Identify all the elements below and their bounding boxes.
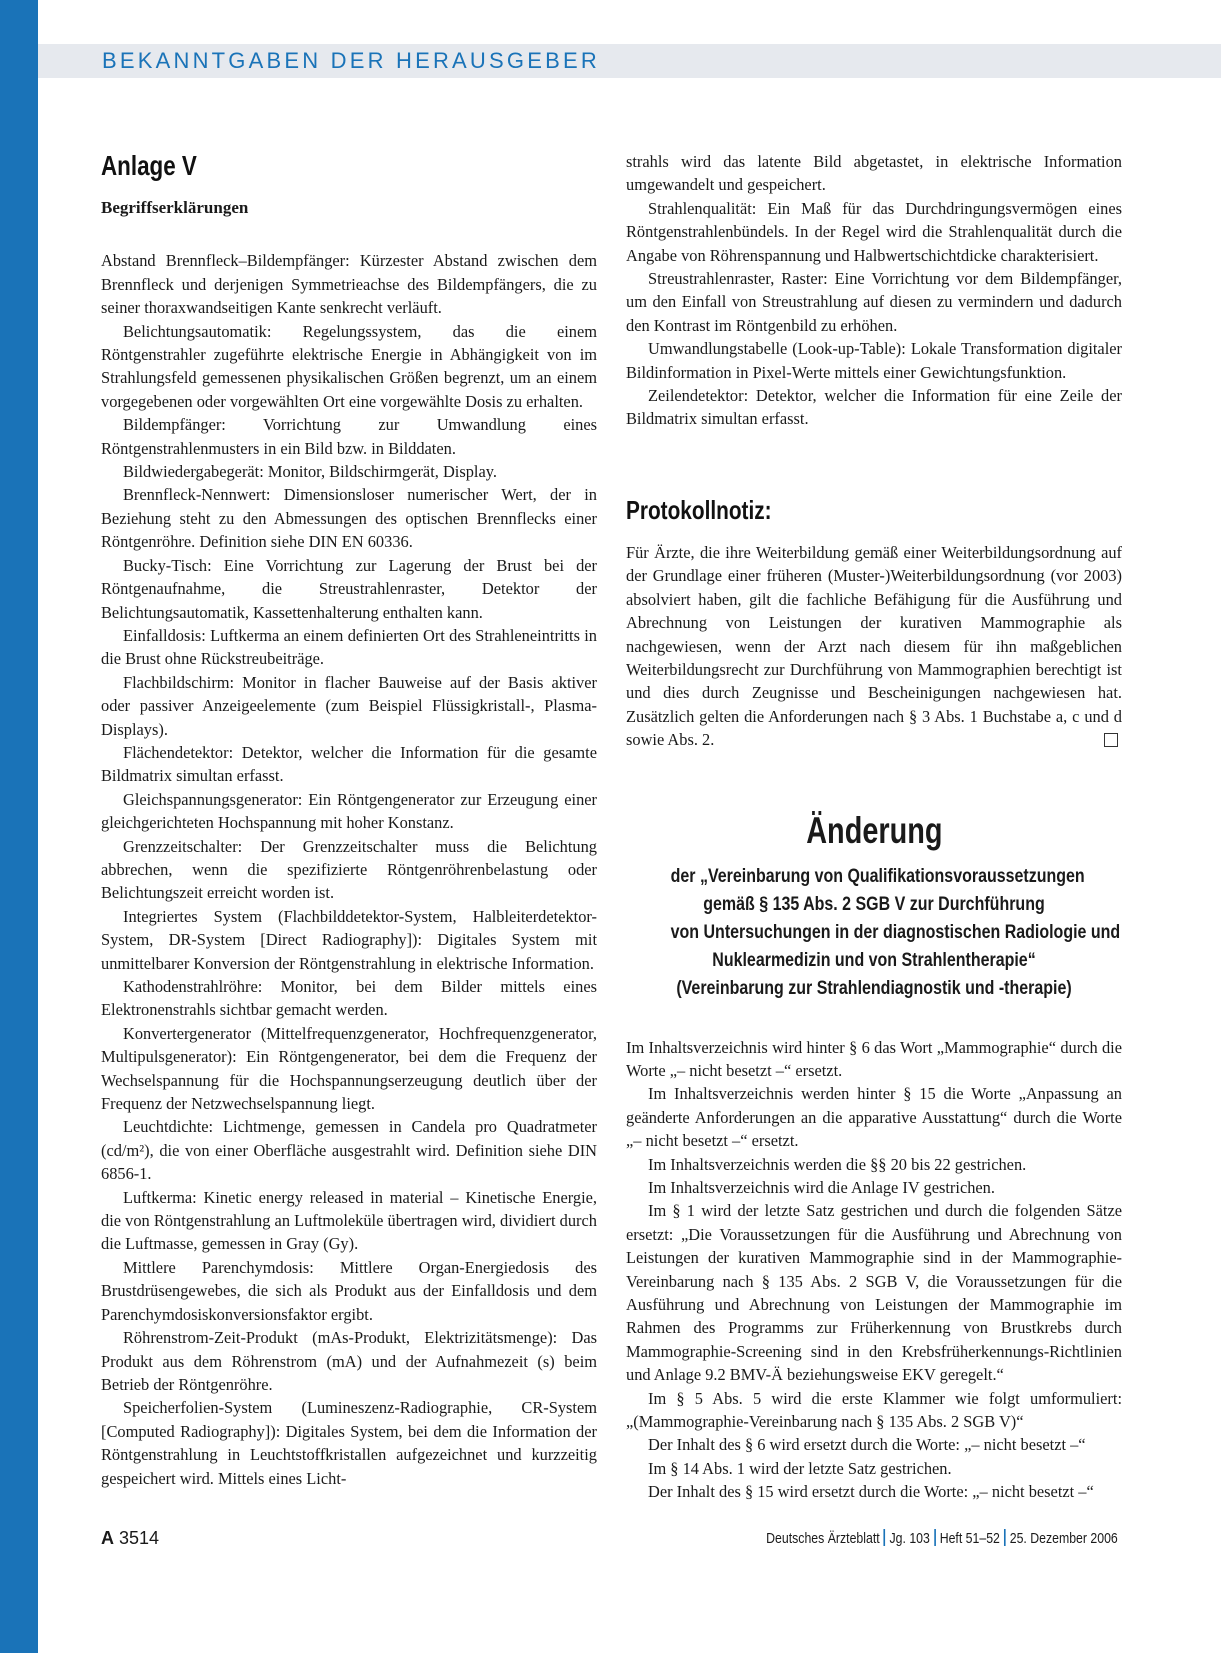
aenderung-subtitle-line: von Untersuchungen in der diagnostischen Radiologie und [670,920,1121,943]
aenderung-subtitle-line: (Vereinbarung zur Strahlendiagnostik und -therapie) [676,976,1072,999]
footer-separator [934,1529,936,1546]
footer-separator [884,1529,886,1546]
definition-paragraph: Einfalldosis: Luftkerma an einem definierten Ort des Strahleneintritts in die Brust ohne Rückstreubeiträge. [101,625,597,669]
protokollnotiz-title: Protokollnotiz: [626,494,772,525]
definition-paragraph: Belichtungsautomatik: Regelungssystem, das die einem Röntgenstrahler zugeführte elektrische Energie in Abhängigkeit von im Strahlungsfeld gemessenen physikalischen Größen begrenzt, um an einem vorgegebenen oder vorgewählten Ort eine vorgewählte Dosis zu erhalten. [101,321,597,411]
definition-paragraph: Flachbildschirm: Monitor in flacher Bauweise auf der Basis aktiver oder passiver Anzeigeelemente (zum Beispiel Flüssigkristall-, Plasma-Displays). [101,672,597,739]
journal-volume: Jg. 103 [889,1530,931,1547]
aenderung-body [626,1036,1122,1504]
definition-paragraph: Strahlenqualität: Ein Maß für das Durchdringungsvermögen eines Röntgenstrahlenbündels. In der Regel wird die Strahlenqualität durch die Angabe von Röhrenspannung und Halbwertschichtdicke charakterisiert. [626,198,1122,265]
definition-paragraph: Flächendetektor: Detektor, welcher die Information für die gesamte Bildmatrix simultan erfasst. [101,742,597,786]
aenderung-title: Änderung [805,809,943,851]
definition-paragraph: Röhrenstrom-Zeit-Produkt (mAs-Produkt, Elektrizitätsmenge): Das Produkt aus dem Röhrenstrom (mA) und der Aufnahmezeit (s) beim Betrieb der Röntgenröhre. [101,1328,597,1394]
protokollnotiz-text [626,541,1122,752]
definition-paragraph: Konvertergenerator (Mittelfrequenzgenerator, Hochfrequenzgenerator, Multipulsgenerator): Ein Röntgengenerator, bei dem die Frequenz der Wechselspannung für die Hochspannungserzeugung deutlich über der Frequenz der Netzwechselspannung liegt. [101,1023,597,1114]
aenderung-paragraph: Im § 1 wird der letzte Satz gestrichen und durch die folgenden Sätze ersetzt: „Die Voraussetzungen für die Ausführung und Abrechnung von Leistungen der kurativen Mammographie sind in der Mammographie-Vereinbarung nach § 135 Abs. 2 SGB V, die Voraussetzungen für die Ausführung und Abrechnung von Leistungen der Mammographie im Rahmen des Programms zur Früherkennung von Brustkrebs durch Mammographie-Screening sind in den Krebsfrüherkennungs-Richtlinien und Anlage 9.2 BMV-Ä beziehungsweise EKV geregelt.“ [626,1201,1122,1385]
aenderung-paragraph: Der Inhalt des § 6 wird ersetzt durch die Worte: „– nicht besetzt –“ [648,1435,1086,1455]
aenderung-paragraph: Im Inhaltsverzeichnis wird die Anlage IV gestrichen. [648,1177,995,1197]
definition-paragraph: Bildempfänger: Vorrichtung zur Umwandlung eines Röntgenstrahlenmusters in ein Bild bzw. in Bilddaten. [101,415,597,458]
definition-paragraph: Zeilendetektor: Detektor, welcher die Information für eine Zeile der Bildmatrix simultan erfasst. [626,386,1122,429]
end-of-article-box-icon [1104,733,1118,747]
page-number [101,1528,159,1549]
aenderung-paragraph: Im § 14 Abs. 1 wird der letzte Satz gestrichen. [648,1458,952,1478]
definition-paragraph: Leuchtdichte: Lichtmenge, gemessen in Candela pro Quadratmeter (cd/m²), die von einer Oberfläche ausgestrahlt wird. Definition siehe DIN 6856-1. [101,1117,597,1184]
aenderung-subtitle [670,862,1121,1002]
definition-paragraph: Speicherfolien-System (Lumineszenz-Radiographie, CR-System [Computed Radiography]): Digitales System, bei dem die Information der Röntgenstrahlung in Leuchtstoffkristallen aufgezeichnet und kurzzeitig gespeichert wird. Mittels eines Licht- [101,1398,597,1488]
page-letter: A [101,1528,114,1548]
definition-paragraph: Luftkerma: Kinetic energy released in material – Kinetische Energie, die von Röntgenstrahlung an Luftmoleküle übertragen wird, dividiert durch die Luftmasse, gemessen in Gray (Gy). [101,1187,597,1254]
definition-paragraph: strahls wird das latente Bild abgetastet, in elektrische Information umgewandelt und gespeichert. [626,152,1122,195]
aenderung-heading-block [626,810,1122,1002]
aenderung-paragraph: Im Inhaltsverzeichnis werden die §§ 20 bis 22 gestrichen. [648,1154,1027,1174]
footer-separator [1004,1529,1006,1546]
protokollnotiz-body: Für Ärzte, die ihre Weiterbildung gemäß einer Weiterbildungsordnung auf der Grundlage einer früheren (Muster-)Weiterbildungsordnung (vor 2003) absolviert haben, gilt die fachliche Befähigung für die Ausführung und Abrechnung von Leistungen der kurativen Mammographie als nachgewiesen, wenn der Arzt nach diesem für ihn maßgeblichen Weiterbildungsrecht zur Durchführung von Mammographien berechtigt ist und dies durch Zeugnisse und Bescheinigungen nachgewiesen hat. Zusätzlich gelten die Anforderungen nach § 3 Abs. 1 Buchstabe a, c und d sowie Abs. 2. [626,542,1122,750]
anlage-title: Anlage V [101,150,197,181]
definition-paragraph: Integriertes System (Flachbilddetektor-System, Halbleiterdetektor-System, DR-System [Direct Radiography]): Digitales System mit unmittelbarer Konversion der Röntgenstrahlung in elektrische Information. [101,906,597,973]
section-title: BEKANNTGABEN DER HERAUSGEBER [102,48,600,73]
definition-paragraph: Bildwiedergabegerät: Monitor, Bildschirmgerät, Display. [123,462,497,482]
page-number-value: 3514 [119,1528,160,1548]
definition-paragraph: Umwandlungstabelle (Look-up-Table): Lokale Transformation digitaler Bildinformation in Pixel-Werte mittels einer Gewichtungsfunktion. [626,339,1122,382]
journal-issue: Heft 51–52 [939,1530,1001,1547]
definition-paragraph: Mittlere Parenchymdosis: Mittlere Organ-Energiedosis des Brustdrüsengewebes, die sich als Produkt aus der Einfalldosis und dem Parenchymdosiskonversionsfaktor ergibt. [101,1257,597,1324]
definition-paragraph: Bucky-Tisch: Eine Vorrichtung zur Lagerung der Brust bei der Röntgenaufnahme, die Streustrahlenraster, Detektor der Belichtungsautomatik, Kassettenhalterung enthalten kann. [101,555,597,622]
left-column [101,150,597,1490]
left-accent-bar [0,0,38,1653]
aenderung-paragraph: Im Inhaltsverzeichnis werden hinter § 15 die Worte „Anpassung an geänderte Anforderungen an die apparative Ausstattung“ durch die Worte „– nicht besetzt –“ ersetzt. [626,1084,1122,1151]
aenderung-subtitle-line: gemäß § 135 Abs. 2 SGB V zur Durchführung [703,892,1045,915]
definition-paragraph: Brennfleck-Nennwert: Dimensionsloser numerischer Wert, der in Beziehung steht zu den Abmessungen des optischen Brennflecks einer Röntgenröhre. Definition siehe DIN EN 60336. [101,485,597,552]
begriffe-subtitle: Begriffserklärungen [101,198,249,217]
aenderung-paragraph: Im § 5 Abs. 5 wird die erste Klammer wie folgt umformuliert: „(Mammographie-Vereinbarung nach § 135 Abs. 2 SGB V)“ [626,1388,1122,1432]
journal-name: Deutsches Ärzteblatt [766,1530,880,1547]
definition-paragraph: Gleichspannungsgenerator: Ein Röntgengenerator zur Erzeugung einer gleichgerichteten Hochspannung mit hoher Konstanz. [101,789,597,833]
definition-paragraph: Streustrahlenraster, Raster: Eine Vorrichtung vor dem Bildempfänger, um den Einfall von Streustrahlung auf diesen zu vermindern und dadurch den Kontrast im Röntgenbild zu erhöhen. [626,269,1122,335]
aenderung-paragraph: Im Inhaltsverzeichnis wird hinter § 6 das Wort „Mammographie“ durch die Worte „– nicht besetzt –“ ersetzt. [626,1037,1122,1080]
definition-paragraph: Abstand Brennfleck–Bildempfänger: Kürzester Abstand zwischen dem Brennfleck und derjenigen Symmetrieachse des Bildempfängers, die zu seiner thoraxwandseitigen Kante senkrecht verläuft. [101,251,597,318]
aenderung-paragraph: Der Inhalt des § 15 wird ersetzt durch die Worte: „– nicht besetzt –“ [648,1482,1094,1502]
aenderung-subtitle-line: der „Vereinbarung von Qualifikationsvoraussetzungen [670,864,1085,887]
right-column [626,150,1122,1504]
publication-date: 25. Dezember 2006 [1009,1530,1118,1547]
aenderung-subtitle-line: Nuklearmedizin und von Strahlentherapie“ [712,948,1036,971]
definition-paragraph: Grenzzeitschalter: Der Grenzzeitschalter muss die Belichtung abbrechen, wenn die spezifizierte Röntgenröhrenbelastung oder Belichtungszeit erreicht worden ist. [101,836,597,903]
definition-paragraph: Kathodenstrahlröhre: Monitor, bei dem Bilder mittels eines Elektronenstrahls sichtbar gemacht werden. [101,977,597,1020]
publication-info [766,1529,1118,1547]
